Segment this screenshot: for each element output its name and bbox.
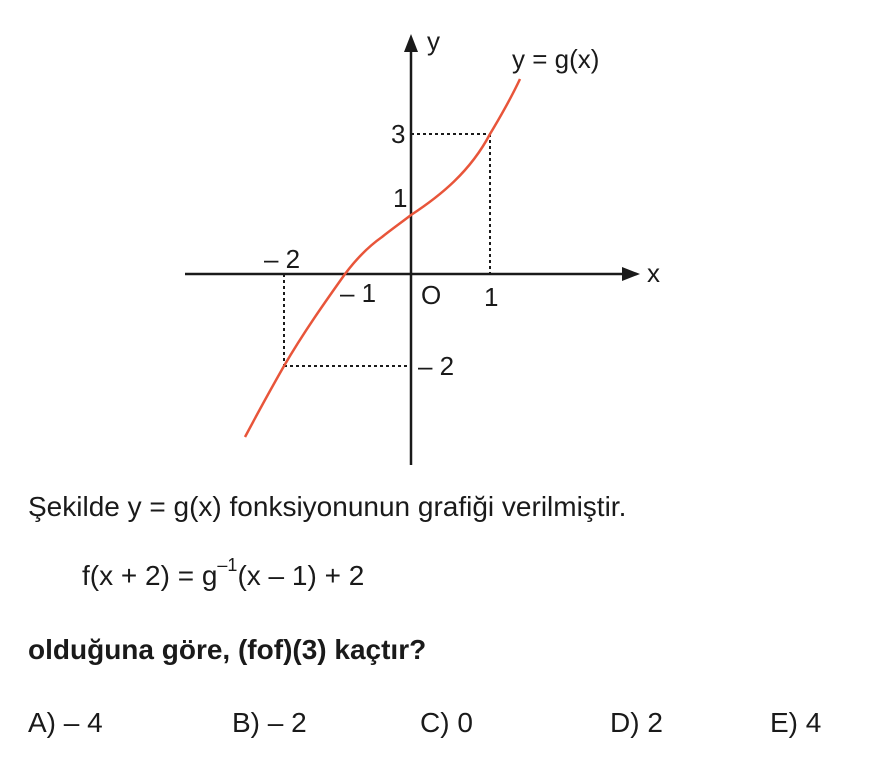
- tick-label-y-1: 1: [393, 183, 408, 213]
- equation-left: f(x + 2) = g: [82, 560, 218, 591]
- tick-label-x-neg2: – 2: [264, 244, 301, 274]
- choice-e[interactable]: E) 4: [770, 707, 822, 738]
- choice-d[interactable]: D) 2: [610, 707, 663, 738]
- equation: [82, 554, 365, 592]
- choice-a[interactable]: A) – 4: [28, 707, 103, 738]
- equation-superscript: –1: [217, 554, 238, 575]
- tick-label-x-1: 1: [484, 282, 499, 312]
- question-text: olduğuna göre, (fof)(3) kaçtır?: [28, 634, 427, 665]
- y-axis-label: y: [427, 26, 440, 56]
- problem-statement: Şekilde y = g(x) fonksiyonunun grafiği verilmiştir.: [28, 491, 627, 522]
- equation-right: (x – 1) + 2: [237, 560, 365, 591]
- y-axis-arrow-icon: [404, 34, 418, 52]
- origin-label: O: [421, 280, 442, 310]
- choice-b[interactable]: B) – 2: [232, 707, 307, 738]
- choice-c[interactable]: C) 0: [420, 707, 473, 738]
- tick-label-x-neg1: – 1: [340, 278, 377, 308]
- tick-label-y-3: 3: [391, 119, 406, 149]
- x-axis-label: x: [647, 258, 660, 288]
- x-axis-arrow-icon: [622, 267, 640, 281]
- tick-label-y-neg2: – 2: [418, 351, 455, 381]
- curve-label: y = g(x): [512, 44, 600, 74]
